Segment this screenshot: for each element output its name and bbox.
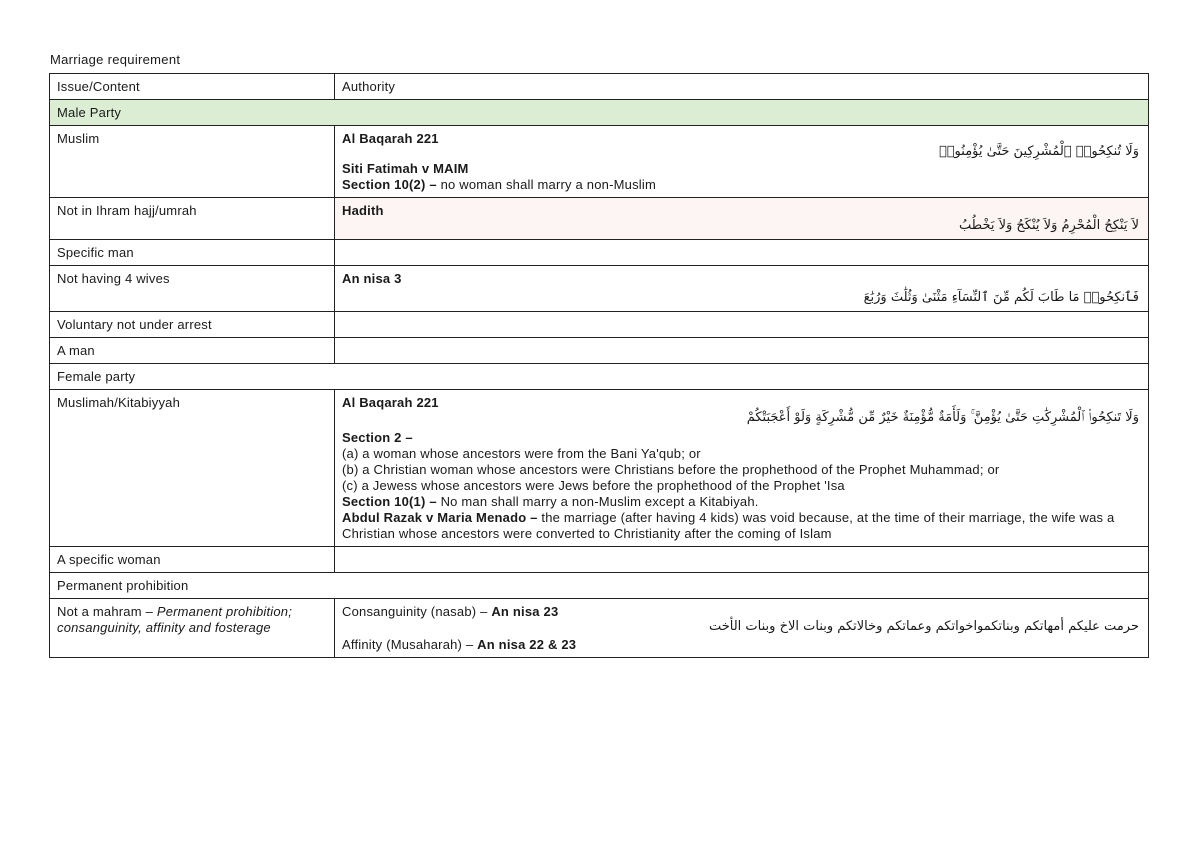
authority-empty [335, 312, 1149, 338]
section-permanent-prohibition: Permanent prohibition [50, 573, 1149, 599]
section-row-male [50, 100, 1149, 126]
authority-muslimah [335, 390, 1149, 547]
section-row-female [50, 364, 1149, 390]
arabic-verse: فَٱنكِحُوا۟ مَا طَابَ لَكُم مِّنَ ٱلنِّسَآءِ مَثْنَىٰ وَثُلَٰثَ وَرُبَٰعَ [863, 290, 1139, 305]
table-row [50, 599, 1149, 658]
issue-ihram: Not in Ihram hajj/umrah [50, 198, 335, 240]
issue-specific-woman: A specific woman [50, 547, 335, 573]
section-female-party: Female party [50, 364, 1149, 390]
ref-al-baqarah-221: Al Baqarah 221 [342, 131, 439, 146]
issue-four-wives: Not having 4 wives [50, 266, 335, 312]
affinity: Affinity (Musaharah) – An nisa 22 & 23 [342, 637, 577, 652]
section-2-a: (a) a woman whose ancestors were from the Bani Ya'qub; or [342, 446, 701, 461]
issue-muslim: Muslim [50, 126, 335, 198]
authority-mahram [335, 599, 1149, 658]
authority-four-wives [335, 266, 1149, 312]
case-siti-fatimah: Siti Fatimah v MAIM [342, 161, 469, 176]
table-header-row [50, 74, 1149, 100]
ref-an-nisa-3: An nisa 3 [342, 271, 402, 286]
header-issue: Issue/Content [50, 74, 335, 100]
arabic-verse: حرمت عليكم أمهاتكم وبناتكمواخواتكم وعماتكم وخالاتكم وبنات الاخ وبنات الأخت [708, 619, 1139, 634]
section-male-party: Male Party [50, 100, 1149, 126]
authority-empty [335, 547, 1149, 573]
case-abdul-razak: Abdul Razak v Maria Menado – the marriage (after having 4 kids) was void because, at the time of their marriage, the wife was a Christian whose ancestors were converted to Christianity after the coming of Islam [342, 510, 1115, 541]
table-row [50, 240, 1149, 266]
table-row [50, 390, 1149, 547]
table-row [50, 266, 1149, 312]
authority-empty [335, 338, 1149, 364]
authority-ihram [335, 198, 1149, 240]
header-authority: Authority [335, 74, 1149, 100]
section-10-2: Section 10(2) – no woman shall marry a non-Muslim [342, 177, 656, 192]
table-row [50, 338, 1149, 364]
consanguinity: Consanguinity (nasab) – An nisa 23 [342, 604, 559, 619]
issue-mahram: Not a mahram – Permanent prohibition; consanguinity, affinity and fosterage [50, 599, 335, 658]
requirements-table [49, 73, 1149, 658]
ref-hadith: Hadith [342, 203, 384, 218]
issue-muslimah: Muslimah/Kitabiyyah [50, 390, 335, 547]
ref-al-baqarah-221: Al Baqarah 221 [342, 395, 439, 410]
authority-muslim [335, 126, 1149, 198]
arabic-verse: وَلَا تُنكِحُوا۟ ٱلْمُشْرِكِينَ حَتَّىٰ يُؤْمِنُوا۟ [938, 144, 1139, 159]
section-row-permanent [50, 573, 1149, 599]
table-row [50, 547, 1149, 573]
authority-empty [335, 240, 1149, 266]
arabic-verse: وَلَا تَنكِحُوا۟ ٱلْمُشْرِكَٰتِ حَتَّىٰ يُؤْمِنَّ ۚ وَلَأَمَةٌ مُّؤْمِنَةٌ خَيْرٌ مِّن مُّشْرِكَةٍ وَلَوْ أَعْجَبَتْكُمْ [746, 410, 1139, 425]
issue-voluntary: Voluntary not under arrest [50, 312, 335, 338]
table-row [50, 198, 1149, 240]
section-2-c: (c) a Jewess whose ancestors were Jews before the prophethood of the Prophet 'Isa [342, 478, 845, 493]
issue-a-man: A man [50, 338, 335, 364]
issue-specific-man: Specific man [50, 240, 335, 266]
page-caption: Marriage requirement [50, 52, 181, 67]
arabic-hadith: لاَ يَنْكِحُ الْمُحْرِمُ وَلاَ يُنْكَحُ وَلاَ يَخْطُبُ [959, 218, 1139, 233]
section-2-label: Section 2 – [342, 430, 413, 445]
section-10-1: Section 10(1) – No man shall marry a non-Muslim except a Kitabiyah. [342, 494, 759, 509]
section-2-b: (b) a Christian woman whose ancestors were Christians before the prophethood of the Prophet Muhammad; or [342, 462, 1000, 477]
table-row [50, 312, 1149, 338]
table-row [50, 126, 1149, 198]
